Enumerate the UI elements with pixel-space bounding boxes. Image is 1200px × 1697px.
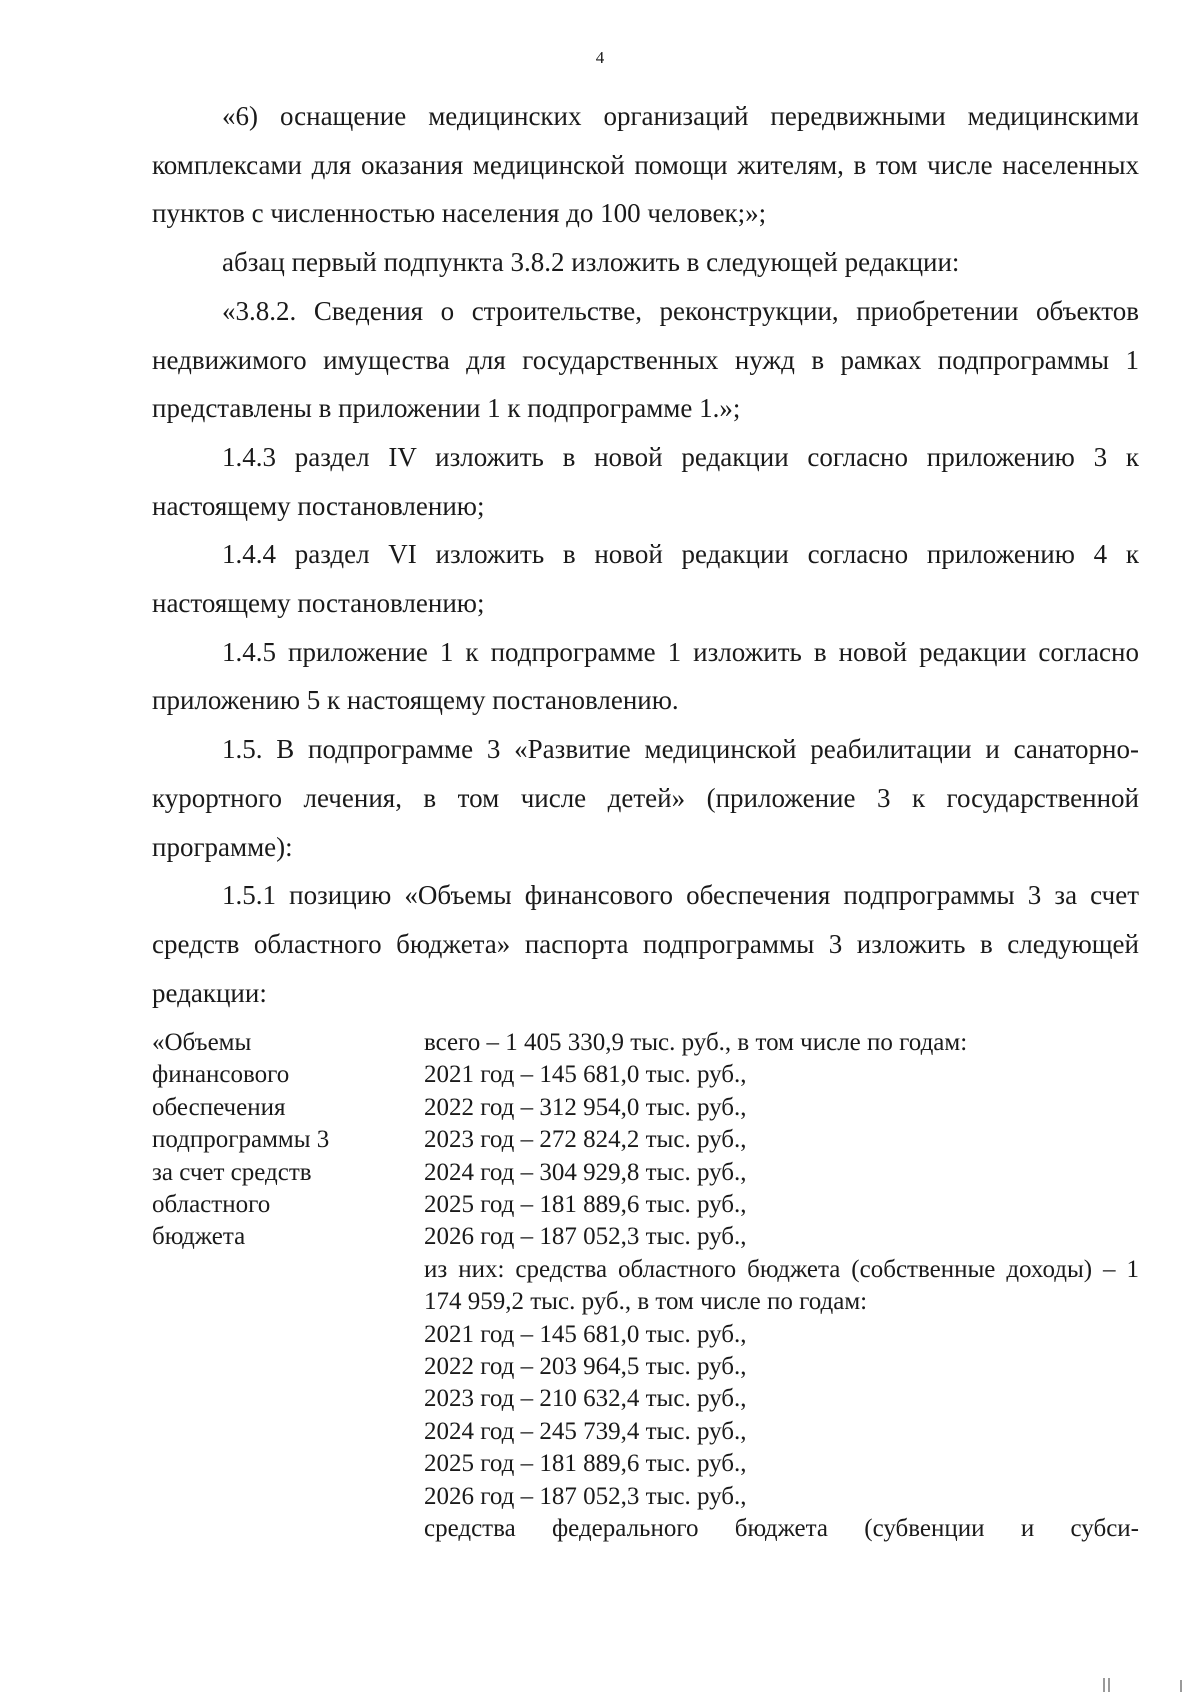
paragraph-new-3-8-2: «3.8.2. Сведения о строительстве, реконструкции, приобретении объектов недвижимого имущества для государственных нужд в рамках подпрограммы 1 представлены в приложении 1 к подпрограмме 1.»; <box>152 295 1139 424</box>
funding-year-line: 2023 год – 272 824,2 тыс. руб., <box>424 1126 747 1154</box>
funding-year-line: 2025 год – 181 889,6 тыс. руб., <box>424 1191 747 1219</box>
funding-passport-table <box>152 1027 1139 1546</box>
page-number: 4 <box>595 48 605 67</box>
funding-total: всего – 1 405 330,9 тыс. руб., в том числе по годам: <box>424 1029 968 1056</box>
regional-year-line: 2022 год – 203 964,5 тыс. руб., <box>424 1353 747 1381</box>
regional-year-line: 2026 год – 187 052,3 тыс. руб., <box>424 1482 747 1510</box>
passport-values-cell <box>424 1027 1139 1546</box>
passport-label-line: обеспечения <box>152 1093 286 1121</box>
scan-artifact-mark <box>1108 1678 1110 1692</box>
regional-year-line: 2025 год – 181 889,6 тыс. руб., <box>424 1450 747 1478</box>
passport-label-cell <box>152 1027 424 1546</box>
paragraph-1-4-4: 1.4.4 раздел VI изложить в новой редакции согласно приложению 4 к настоящему постановлению; <box>152 539 1139 619</box>
federal-funds-start: средства федерального бюджета (субвенции и субси- <box>424 1515 1139 1543</box>
passport-label-line: областного <box>152 1191 271 1219</box>
passport-label-line: «Объемы <box>152 1029 252 1056</box>
passport-label-line: финансового <box>152 1061 290 1089</box>
paragraph-1-4-5: 1.4.5 приложение 1 к подпрограмме 1 изложить в новой редакции согласно приложению 5 к настоящему постановлению. <box>152 636 1139 716</box>
regional-own-funds: из них: средства областного бюджета (собственные доходы) – 1 174 959,2 тыс. руб., в том числе по годам: <box>424 1255 1139 1316</box>
funding-year-line: 2026 год – 187 052,3 тыс. руб., <box>424 1223 747 1251</box>
funding-year-line: 2021 год – 145 681,0 тыс. руб., <box>424 1061 747 1089</box>
paragraph-amendment-3-8-2: абзац первый подпункта 3.8.2 изложить в следующей редакции: <box>222 247 960 278</box>
document-body <box>152 92 1139 1017</box>
scan-artifact-mark <box>1180 1680 1182 1692</box>
funding-year-line: 2022 год – 312 954,0 тыс. руб., <box>424 1093 747 1121</box>
paragraph-1-5-1: 1.5.1 позицию «Объемы финансового обеспечения подпрограммы 3 за счет средств областного бюджета» паспорта подпрограммы 3 изложить в следующей редакции: <box>152 880 1139 1008</box>
passport-label-line: бюджета <box>152 1223 246 1251</box>
paragraph-item-6: «6) оснащение медицинских организаций передвижными медицинскими комплексами для оказания медицинской помощи жителям, в том числе населенных пунктов с численностью населения до 100 человек;»; <box>152 101 1139 229</box>
funding-year-line: 2024 год – 304 929,8 тыс. руб., <box>424 1158 747 1186</box>
regional-year-line: 2024 год – 245 739,4 тыс. руб., <box>424 1417 747 1445</box>
passport-label-line: за счет средств <box>152 1158 312 1186</box>
regional-year-line: 2023 год – 210 632,4 тыс. руб., <box>424 1385 747 1413</box>
paragraph-1-5: 1.5. В подпрограмме 3 «Развитие медицинской реабилитации и санаторно-курортного лечения, в том числе детей» (приложение 3 к государственной программе): <box>152 734 1139 862</box>
scan-artifact-mark <box>1103 1678 1105 1692</box>
passport-label-line: подпрограммы 3 <box>152 1126 330 1154</box>
regional-year-line: 2021 год – 145 681,0 тыс. руб., <box>424 1320 747 1348</box>
paragraph-1-4-3: 1.4.3 раздел IV изложить в новой редакции согласно приложению 3 к настоящему постановлению; <box>152 441 1139 521</box>
